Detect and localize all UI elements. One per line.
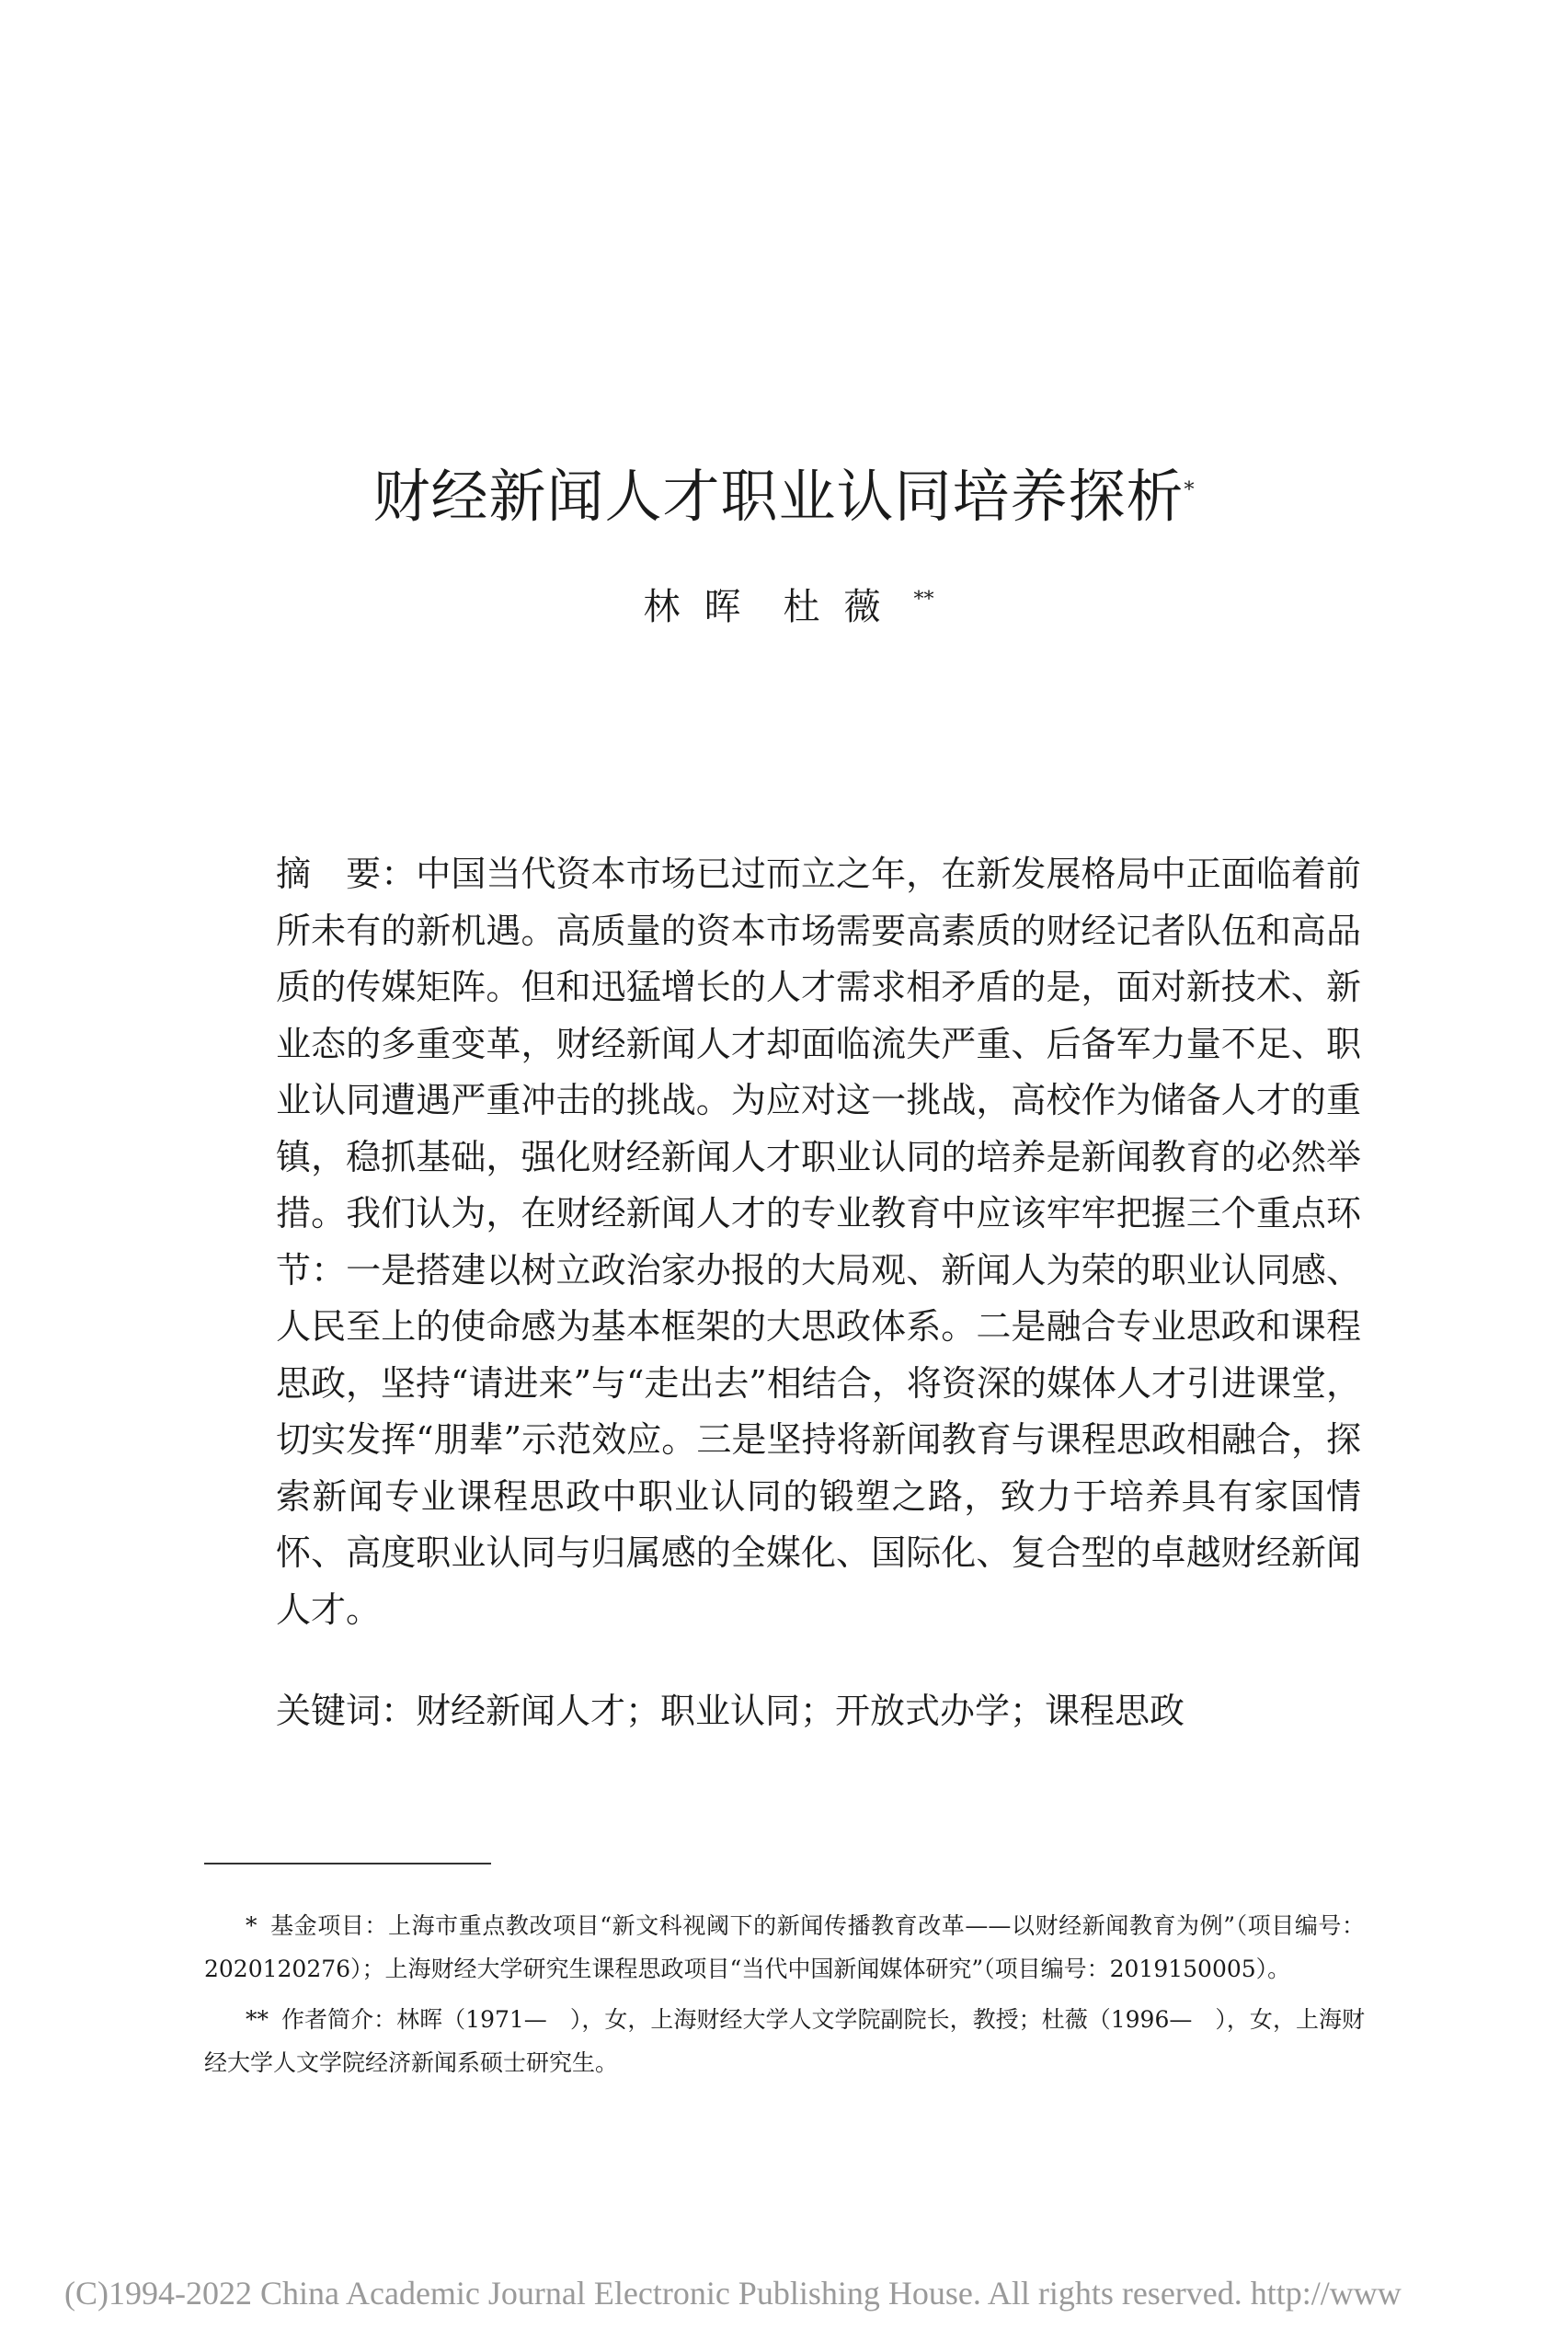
- footnote-text: 作者简介：林晖（1971— ），女，上海财经大学人文学院副院长，教授；杜薇（1996— ），女，上海财经大学人文学院经济新闻系硕士研究生。: [204, 2006, 1365, 2076]
- footnote-text: 基金项目：上海市重点教改项目“新文科视阈下的新闻传播教育改革——以财经新闻教育为例”（项目编号：2020120276）；上海财经大学研究生课程思政项目“当代中国新闻媒体研究”（项目编号：2019150005）。: [204, 1912, 1365, 1982]
- abstract: [276, 846, 1361, 1638]
- paper-title: [0, 455, 1568, 538]
- footnotes: [204, 1904, 1365, 2092]
- keywords-text: 财经新闻人才；职业认同；开放式办学；课程思政: [416, 1691, 1185, 1731]
- author-footnote-mark: **: [913, 588, 934, 612]
- author-name-1: 林晖: [643, 586, 765, 628]
- paper-title-text: 财经新闻人才职业认同培养探析: [372, 463, 1185, 530]
- abstract-text: 中国当代资本市场已过而立之年，在新发展格局中正面临着前所未有的新机遇。高质量的资本市场需要高素质的财经记者队伍和高品质的传媒矩阵。但和迅猛增长的人才需求相矛盾的是，面对新技术、新业态的多重变革，财经新闻人才却面临流失严重、后备军力量不足、职业认同遭遇严重冲击的挑战。为应对这一挑战，高校作为储备人才的重镇，稳抓基础，强化财经新闻人才职业认同的培养是新闻教育的必然举措。我们认为，在财经新闻人才的专业教育中应该牢牢把握三个重点环节：一是搭建以树立政治家办报的大局观、新闻人为荣的职业认同感、人民至上的使命感为基本框架的大思政体系。二是融合专业思政和课程思政，坚持“请进来”与“走出去”相结合，将资深的媒体人才引进课堂，切实发挥“朋辈”示范效应。三是坚持将新闻教育与课程思政相融合，探索新闻专业课程思政中职业认同的锻塑之路，致力于培养具有家国情怀、高度职业认同与归属感的全媒化、国际化、复合型的卓越财经新闻人才。: [276, 854, 1361, 1630]
- footnote-author-bio: [204, 1998, 1365, 2084]
- author-name-2: 杜薇: [783, 586, 905, 628]
- footnote-mark: **: [246, 2006, 269, 2033]
- abstract-label: 摘 要：: [276, 854, 417, 894]
- title-footnote-mark: *: [1184, 478, 1196, 502]
- keywords: [276, 1683, 1361, 1739]
- footnote-funding: [204, 1904, 1365, 1991]
- keywords-label: 关键词：: [276, 1691, 417, 1731]
- author-line: [0, 579, 1568, 635]
- copyright-watermark: (C)1994-2022 China Academic Journal Electronic Publishing House. All rights reserved. http://www: [64, 2275, 1402, 2312]
- footnote-mark: *: [246, 1912, 258, 1939]
- footnote-divider: [204, 1863, 491, 1864]
